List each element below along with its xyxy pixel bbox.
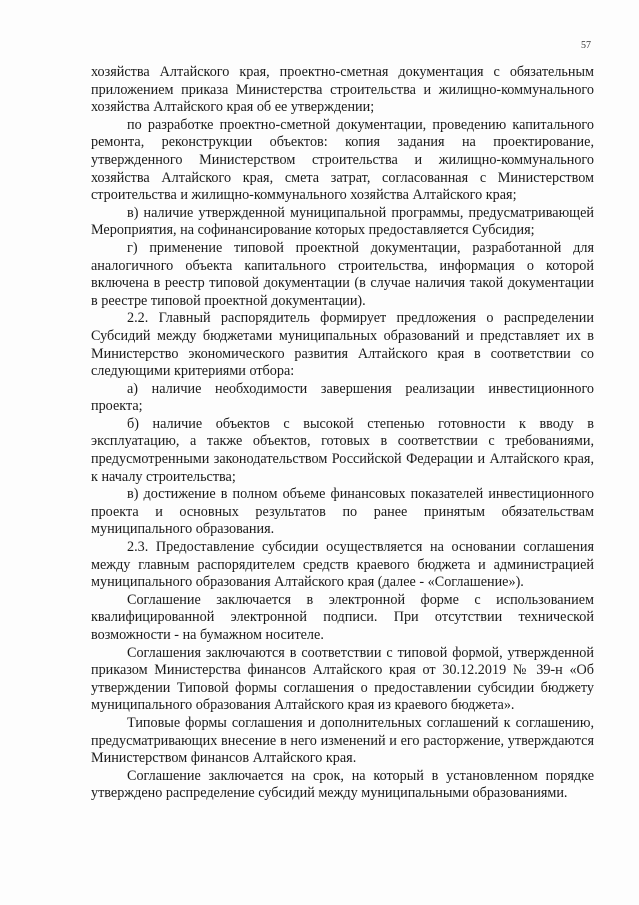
paragraph-13: Соглашение заключается на срок, на который в установленном порядке утверждено распределение субсидий между муниципальными образованиями. (91, 767, 594, 802)
paragraph-7: б) наличие объектов с высокой степенью готовности к вводу в эксплуатацию, а также объектов, готовых в соответствии с требованиями, предусмотренными законодательством Российской Федерации и Алтайского края, к началу строительства; (91, 415, 594, 485)
document-body (91, 64, 594, 803)
page-number: 57 (581, 40, 591, 51)
paragraph-8: в) достижение в полном объеме финансовых показателей инвестиционного проекта и основных результатов по ранее принятым обязательствам муниципального образования. (91, 486, 594, 538)
paragraph-3: в) наличие утвержденной муниципальной программы, предусматривающей Мероприятия, на софинансирование которых предоставляется Субсидия; (91, 204, 594, 239)
paragraph-2: по разработке проектно-сметной документации, проведению капитального ремонта, реконструкции объектов: копия задания на проектирование, утвержденного Министерством строительства и жилищно-коммунального хозяйства Алтайского края, смета затрат, согласованная с Министерством строительства и жилищно-коммунального хозяйства Алтайского края; (91, 116, 594, 204)
paragraph-10: Соглашение заключается в электронной форме с использованием квалифицированной электронной подписи. При отсутствии технической возможности - на бумажном носителе. (91, 591, 594, 643)
paragraph-9: 2.3. Предоставление субсидии осуществляется на основании соглашения между главным распорядителем средств краевого бюджета и администрацией муниципального образования Алтайского края (далее - «Соглашение»). (91, 539, 594, 591)
paragraph-6: а) наличие необходимости завершения реализации инвестиционного проекта; (91, 380, 594, 415)
paragraph-11: Соглашения заключаются в соответствии с типовой формой, утвержденной приказом Министерства финансов Алтайского края от 30.12.2019 № 39-н «Об утверждении Типовой формы соглашения о предоставлении субсидии бюджету муниципального образования Алтайского края из краевого бюджета». (91, 644, 594, 714)
paragraph-1: хозяйства Алтайского края, проектно-сметная документация с обязательным приложением приказа Министерства строительства и жилищно-коммунального хозяйства Алтайского края об ее утверждении; (91, 64, 594, 116)
paragraph-4: г) применение типовой проектной документации, разработанной для аналогичного объекта капитального строительства, информация о которой включена в реестр типовой документации (в случае наличия такой документации в реестре типовой проектной документации). (91, 239, 594, 309)
paragraph-5: 2.2. Главный распорядитель формирует предложения о распределении Субсидий между бюджетами муниципальных образований и представляет их в Министерство экономического развития Алтайского края в соответствии со следующими критериями отбора: (91, 310, 594, 380)
paragraph-12: Типовые формы соглашения и дополнительных соглашений к соглашению, предусматривающих внесение в него изменений и его расторжение, утверждаются Министерством финансов Алтайского края. (91, 714, 594, 767)
